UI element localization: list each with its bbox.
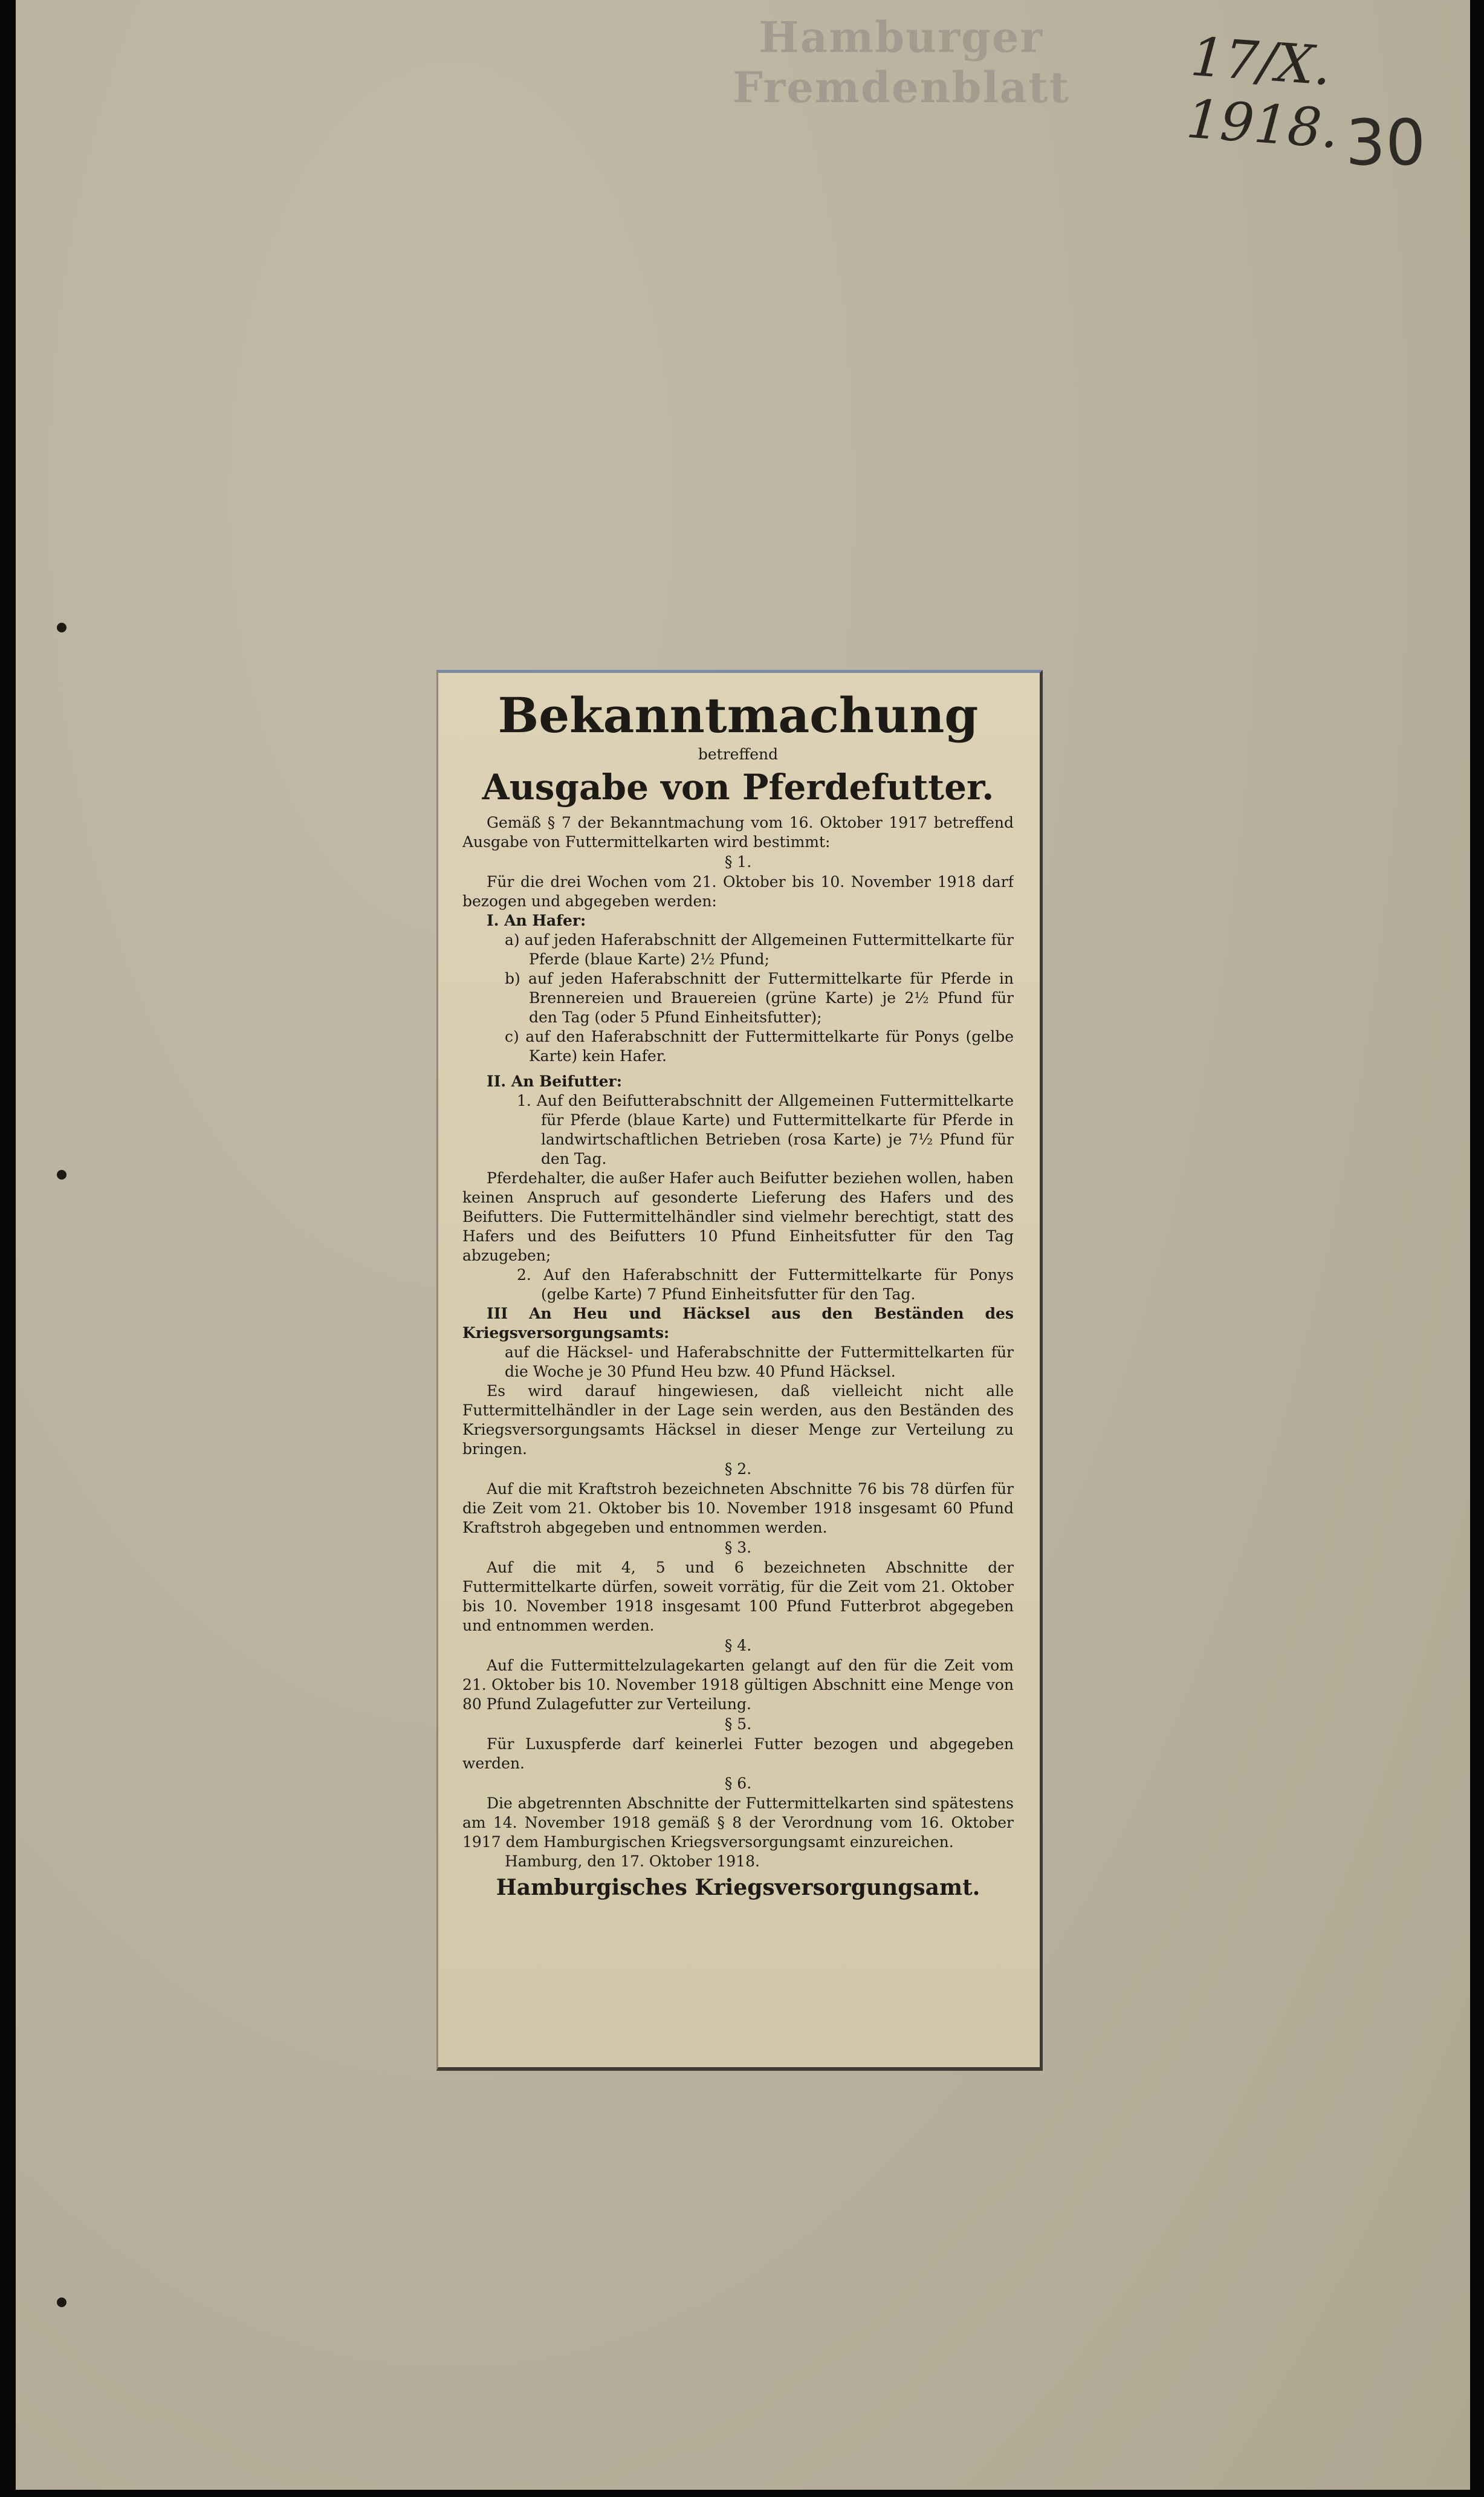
section-6-label: § 6. xyxy=(724,1775,752,1792)
issuing-authority: Hamburgisches Kriegsversorgungsamt. xyxy=(496,1875,980,1900)
section-4-label: § 4. xyxy=(724,1637,752,1654)
handwritten-page-number: 30 xyxy=(1346,106,1426,180)
roman-3-paragraph: Es wird darauf hingewiesen, daß vielleicht nicht alle Futtermittelhändler in der Lage sein werden, aus den Beständen des Kriegsversorgungsamts Häcksel in dieser Menge zur Verteilung zu bringen. xyxy=(462,1382,1014,1458)
punch-hole-icon xyxy=(57,623,66,632)
roman-3-heading: III An Heu und Häcksel aus den Beständen des Kriegsversorgungsamts: xyxy=(462,1305,1014,1342)
roman-2-heading: II. An Beifutter: xyxy=(487,1073,622,1090)
section-3-text: Auf die mit 4, 5 und 6 bezeichneten Abschnitte der Futtermittelkarte dürfen, soweit vorrätig, für die Zeit vom 21. Oktober bis 10. November 1918 insgesamt 100 Pfund Futterbrot abgegeben und entnommen werden. xyxy=(462,1559,1014,1634)
roman-1-item-b: b) auf jeden Haferabschnitt der Futtermittelkarte für Pferde in Brennereien und Brauereien (grüne Karte) je 2½ Pfund für den Tag (oder 5 Pfund Einheitsfutter); xyxy=(505,970,1014,1026)
roman-2-paragraph: Pferdehalter, die außer Hafer auch Beifutter beziehen wollen, haben keinen Anspruch auf gesonderte Lieferung des Hafers und des Beifutters. Die Futtermittelhändler sind vielmehr berechtigt, statt des Hafers und des Beifutters 10 Pfund Einheitsfutter für den Tag abzugeben; xyxy=(462,1169,1014,1264)
roman-2-item-2: 2. Auf den Haferabschnitt der Futtermittelkarte für Ponys (gelbe Karte) 7 Pfund Einheitsfutter für den Tag. xyxy=(517,1266,1014,1303)
notice-title: Bekanntmachung xyxy=(497,687,979,744)
section-4-text: Auf die Futtermittelzulagekarten gelangt auf den für die Zeit vom 21. Oktober bis 10. November 1918 gültigen Abschnitt eine Menge von 80 Pfund Zulagefutter zur Verteilung. xyxy=(462,1657,1014,1713)
notice-heading: Ausgabe von Pferdefutter. xyxy=(482,767,994,808)
archive-sheet xyxy=(16,0,1470,2490)
section-5-label: § 5. xyxy=(724,1715,752,1733)
section-2-text: Auf die mit Kraftstroh bezeichneten Abschnitte 76 bis 78 dürfen für die Zeit vom 21. Oktober bis 10. November 1918 insgesamt 60 Pfund Kraftstroh abgegeben und entnommen werden. xyxy=(462,1480,1014,1536)
section-3-label: § 3. xyxy=(724,1539,752,1556)
roman-1-item-a: a) auf jeden Haferabschnitt der Allgemeinen Futtermittelkarte für Pferde (blaue Karte) 2½ Pfund; xyxy=(505,931,1014,968)
place-and-date: Hamburg, den 17. Oktober 1918. xyxy=(505,1852,760,1870)
intro-paragraph: Gemäß § 7 der Bekanntmachung vom 16. Oktober 1917 betreffend Ausgabe von Futtermittelkarten wird bestimmt: xyxy=(462,814,1014,851)
roman-3-text: auf die Häcksel- und Haferabschnitte der Futtermittelkarten für die Woche je 30 Pfund Heu bzw. 40 Pfund Häcksel. xyxy=(505,1343,1014,1380)
notice-subtitle: betreffend xyxy=(698,745,779,763)
punch-hole-icon xyxy=(57,1170,66,1180)
section-2-label: § 2. xyxy=(724,1460,752,1478)
section-5-text: Für Luxuspferde darf keinerlei Futter bezogen und abgegeben werden. xyxy=(462,1735,1014,1772)
newspaper-stamp: Hamburger Fremdenblatt xyxy=(733,12,1070,112)
newspaper-clipping xyxy=(436,670,1043,2071)
handwritten-date: 17/X. 1918. xyxy=(1184,25,1341,161)
punch-hole-icon xyxy=(57,2297,66,2307)
roman-2-item-1: 1. Auf den Beifutterabschnitt der Allgemeinen Futtermittelkarte für Pferde (blaue Karte) und Futtermittelkarte für Pferde in landwirtschaftlichen Betrieben (rosa Karte) je 7½ Pfund für den Tag. xyxy=(517,1092,1014,1167)
roman-1-item-c: c) auf den Haferabschnitt der Futtermittelkarte für Ponys (gelbe Karte) kein Hafer. xyxy=(505,1028,1014,1065)
roman-1-heading: I. An Hafer: xyxy=(487,912,586,929)
section-6-text: Die abgetrennten Abschnitte der Futtermittelkarten sind spätestens am 14. November 1918 gemäß § 8 der Verordnung vom 16. Oktober 1917 dem Hamburgischen Kriegsversorgungsamt einzureichen. xyxy=(462,1794,1014,1851)
section-1-text: Für die drei Wochen vom 21. Oktober bis 10. November 1918 darf bezogen und abgegeben werden: xyxy=(462,873,1014,910)
section-1-label: § 1. xyxy=(724,853,752,871)
clipping-text xyxy=(462,686,1014,2053)
